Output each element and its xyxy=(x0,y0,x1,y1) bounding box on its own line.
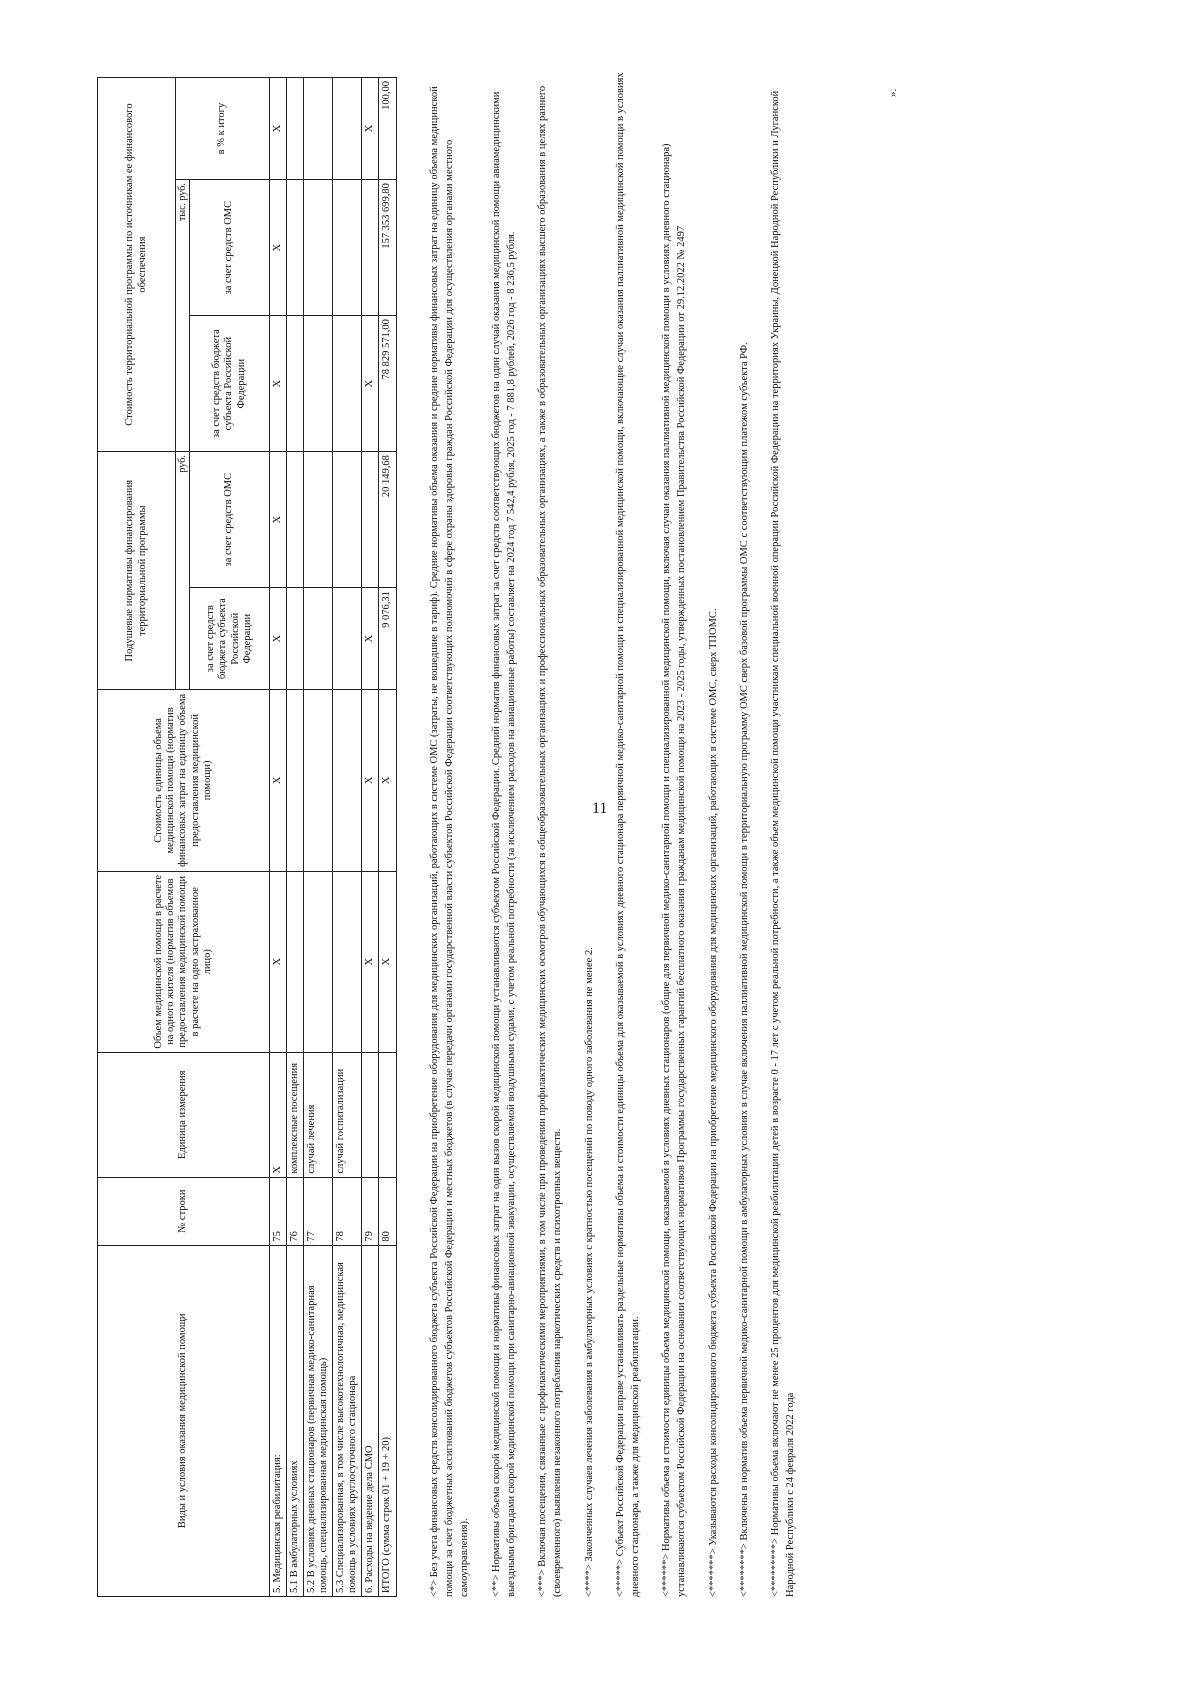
footnote: <*> Без учета финансовых средств консолидированного бюджета субъекта Российской Федерации на приобретение оборудования для медицинских организаций, работающих в системе ОМС (затраты, не вошедшие в тариф). Средние нормативы объема оказания и средние нормативы финансовых затрат на единицу объема медицинской помощи за счет бюджетных ассигнований бюджетов субъектов Российской Федерации и местных бюджетов (в случае передачи органами государственной власти субъектов Российской Федерации соответствующих полномочий в сфере охраны здоровья граждан Российской Федерации для осуществления органами местного самоуправления). xyxy=(429,86,471,1597)
cell-cost-budget xyxy=(304,316,333,452)
cell-volume xyxy=(287,871,304,1052)
table-row xyxy=(333,78,362,1597)
cell-unit xyxy=(362,1052,379,1177)
cell-cost-budget: 78 829 571,00 xyxy=(379,316,396,452)
cell-norm-oms xyxy=(362,452,379,588)
cell-cost xyxy=(287,690,304,871)
cell-row-no: 80 xyxy=(379,1177,396,1245)
cell-percent xyxy=(333,78,362,180)
cell-norm-oms: 20 149,68 xyxy=(379,452,396,588)
header-volume: Объем медицинской помощи в расчете на одного жителя (норматив объемов предоставления медицинской помощи в расчете на одно застрахованное лицо) xyxy=(98,871,270,1052)
footnotes xyxy=(427,67,815,1597)
cell-unit xyxy=(379,1052,396,1177)
table-row xyxy=(362,78,379,1597)
cell-cost xyxy=(333,690,362,871)
cell-type: 5.1 В амбулаторных условиях xyxy=(287,1245,304,1596)
cell-cost-oms xyxy=(287,180,304,316)
cell-cost-oms xyxy=(333,180,362,316)
header-type: Виды и условия оказания медицинской помощи xyxy=(98,1245,270,1596)
cell-norm-budget xyxy=(304,588,333,690)
cell-unit: Х xyxy=(270,1052,287,1177)
cell-row-no: 76 xyxy=(287,1177,304,1245)
cell-row-no: 75 xyxy=(270,1177,287,1245)
cell-norm-oms: Х xyxy=(270,452,287,588)
cell-norm-oms xyxy=(287,452,304,588)
page-number: 11 xyxy=(592,800,608,817)
header-unit-thousand-rub: тыс. руб. xyxy=(176,180,190,452)
cell-norm-budget: Х xyxy=(270,588,287,690)
footnote: <*****> Субъект Российской Федерации вправе устанавливать раздельные нормативы объема и стоимости единицы объема для оказываемой в условиях дневного стационара первичной медико-санитарной помощи и специализированной медицинской помощи, включающие случаи оказания паллиативной медицинской помощи в условиях дневного стационара, а также для медицинской реабилитации. xyxy=(614,72,641,1597)
cell-cost-oms xyxy=(362,180,379,316)
cell-percent: Х xyxy=(270,78,287,180)
cell-cost xyxy=(304,690,333,871)
cell-norm-oms xyxy=(333,452,362,588)
footnote: <****> Законченных случаев лечения заболевания в амбулаторных условиях с кратностью посещений по поводу одного заболевания не менее 2. xyxy=(583,947,595,1597)
cell-volume: Х xyxy=(362,871,379,1052)
cell-cost-oms xyxy=(304,180,333,316)
cell-cost: Х xyxy=(379,690,396,871)
cell-type: 5. Медицинская реабилитация: xyxy=(270,1245,287,1596)
footnote: <*********> Нормативы объема включают не менее 25 процентов для медицинской реабилитации детей в возрасте 0 - 17 лет с учетом реальной потребности, а также объем медицинской помощи участникам специальной военной операции Российской Федерации на территориях Украины, Донецкой Народной Республики и Луганской Народной Республики с 24 февраля 2022 года xyxy=(770,90,797,1597)
financing-table xyxy=(97,77,397,1597)
header-norm-budget: за счет средств бюджета субъекта Российской Федерации xyxy=(190,588,270,690)
cell-norm-budget xyxy=(287,588,304,690)
cell-volume: Х xyxy=(270,871,287,1052)
cell-type: ИТОГО (сумма строк 01 + 19 + 20) xyxy=(379,1245,396,1596)
table-row xyxy=(287,78,304,1597)
cell-cost: Х xyxy=(362,690,379,871)
cell-volume xyxy=(333,871,362,1052)
header-group-cost: Стоимость территориальной программы по источникам ее финансового обеспечения xyxy=(98,78,176,452)
header-norm-oms: за счет средств ОМС xyxy=(190,452,270,588)
cell-type: 5.2 В условиях дневных стационаров (первичная медико-санитарная помощь, специализированная медицинская помощь) xyxy=(304,1245,333,1596)
table-row xyxy=(304,78,333,1597)
header-percent: в % к итогу xyxy=(176,78,270,180)
closing-quote-mark: ». xyxy=(887,88,899,97)
header-cost-budget: за счет средств бюджета субъекта Российской Федерации xyxy=(190,316,270,452)
table-row xyxy=(270,78,287,1597)
header-unit-rub: руб. xyxy=(176,452,190,690)
cell-unit: случай госпитализации xyxy=(333,1052,362,1177)
footnote: <*******> Указываются расходы консолидированного бюджета субъекта Российской Федерации на приобретение медицинского оборудования для медицинских организаций, работающих в системе ОМС, сверх ТПОМС. xyxy=(707,608,719,1597)
header-cost: Стоимость единицы объема медицинской помощи (норматив финансовых затрат на единицу объема предоставления медицинской помощи) xyxy=(98,690,270,871)
cell-cost-budget: Х xyxy=(362,316,379,452)
cell-volume: Х xyxy=(379,871,396,1052)
cell-percent xyxy=(304,78,333,180)
cell-unit: комплексные посещения xyxy=(287,1052,304,1177)
footnote: <******> Нормативы объема и стоимости единицы объема медицинской помощи, оказываемой в условиях дневных стационаров (общие для первичной медико-санитарной помощи и специализированной медицинской помощи, включая случаи оказания паллиативной медицинской помощи в условиях дневного стационара) устанавливаются субъектом Российской Федерации на основании соответствующих нормативов Программы государственных гарантий бесплатного оказания гражданам медицинской помощи на 2023 - 2025 годы, утвержденных постановлением Правительства Российской Федерации от 29.12.2022 № 2497 xyxy=(661,143,688,1597)
cell-norm-budget xyxy=(333,588,362,690)
header-unit: Единица измерения xyxy=(98,1052,270,1177)
cell-type: 5.3 Специализированная, в том числе высокотехнологичная, медицинская помощь в условиях круглосуточного стационара xyxy=(333,1245,362,1596)
cell-cost-budget xyxy=(287,316,304,452)
header-group-norms: Подушевые нормативы финансирования территориальной программы xyxy=(98,452,176,690)
cell-norm-budget: Х xyxy=(362,588,379,690)
footnote: <**> Нормативы объема скорой медицинской помощи и нормативы финансовых затрат на один вызов скорой медицинской помощи устанавливаются субъектом Российской Федерации. Средний норматив финансовых затрат за счет средств соответствующих бюджетов на один случай оказания медицинской помощи авиамедицинскими выездными бригадами скорой медицинской помощи при санитарно-авиационной эвакуации, осуществляемой воздушными судами, с учетом реальной потребности (за исключением расходов на авиационные работы) составляет на 2024 год 7 542,4 рубля, 2025 год - 7 881,8 рублей, 2026 год - 8 236,5 рубля. xyxy=(490,91,517,1597)
footnote: <********> Включены в норматив объема первичной медико-санитарной помощи в амбулаторных условиях в случае включения паллиативной медицинской помощи в территориальную программу ОМС сверх базовой программы ОМС с соответствующим платежом субъекта РФ. xyxy=(738,342,750,1597)
cell-percent: 100,00 xyxy=(379,78,396,180)
header-cost-oms: за счет средств ОМС xyxy=(190,180,270,316)
cell-row-no: 77 xyxy=(304,1177,333,1245)
rotated-page-content xyxy=(97,0,1137,1597)
cell-norm-oms xyxy=(304,452,333,588)
cell-cost: Х xyxy=(270,690,287,871)
footnote: <***> Включая посещения, связанные с профилактическими мероприятиями, в том числе при проведении профилактических медицинских осмотров обучающихся в общеобразовательных организациях и профессиональных образовательных организациях, а также в образовательных организациях высшего образования в целях раннего (своевременного) выявления незаконного потребления наркотических средств и психотропных веществ. xyxy=(537,85,564,1597)
cell-cost-oms: Х xyxy=(270,180,287,316)
cell-type: 6. Расходы на ведение дела СМО xyxy=(362,1245,379,1596)
header-row-no: № строки xyxy=(98,1177,270,1245)
cell-volume xyxy=(304,871,333,1052)
cell-row-no: 79 xyxy=(362,1177,379,1245)
cell-cost-budget: Х xyxy=(270,316,287,452)
cell-unit: случай лечения xyxy=(304,1052,333,1177)
cell-norm-budget: 9 076,31 xyxy=(379,588,396,690)
cell-percent xyxy=(287,78,304,180)
cell-percent: Х xyxy=(362,78,379,180)
table-row-total xyxy=(379,78,396,1597)
cell-cost-budget xyxy=(333,316,362,452)
cell-cost-oms: 157 353 699,80 xyxy=(379,180,396,316)
cell-row-no: 78 xyxy=(333,1177,362,1245)
